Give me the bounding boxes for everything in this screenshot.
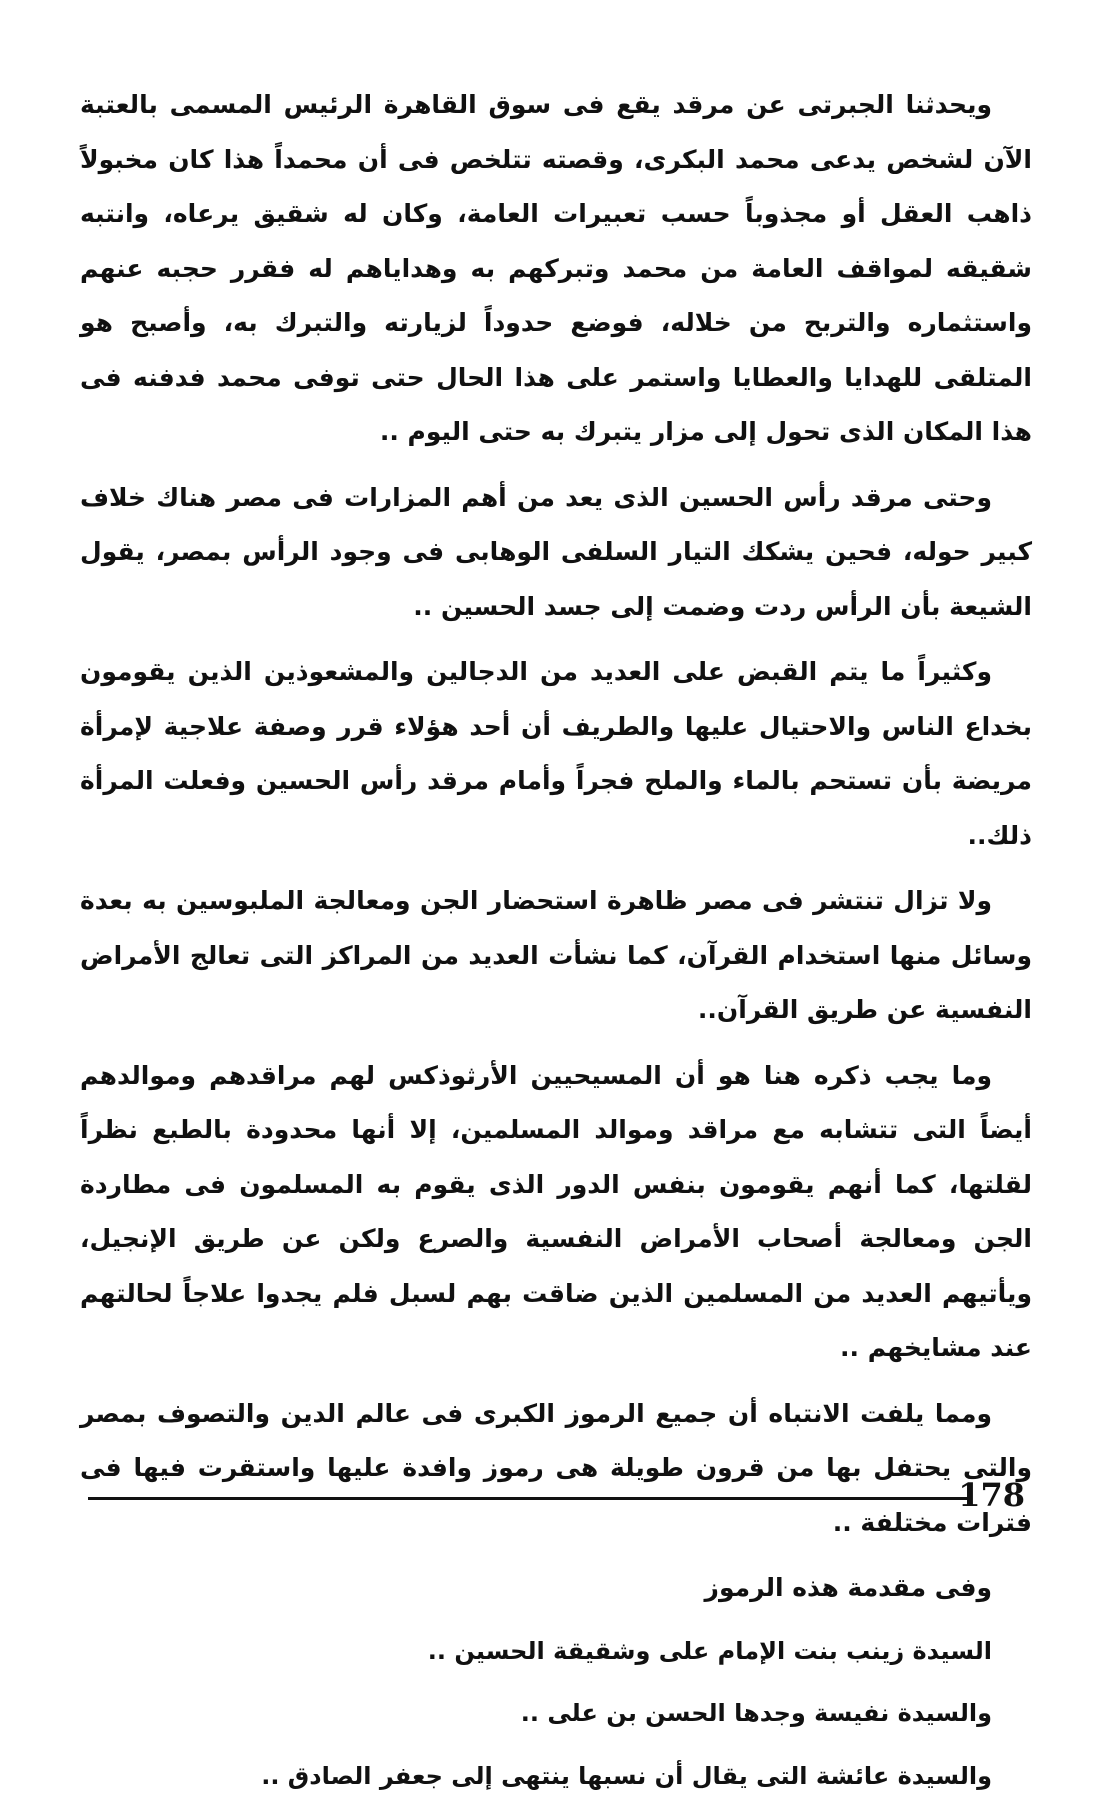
list-intro: وفى مقدمة هذه الرموز [704,1573,992,1602]
paragraph: وكثيراً ما يتم القبض على العديد من الدجالين والمشعوذين الذين يقومون بخداع الناس والاحتيال عليها والطريف أن أحد هؤلاء قرر وصفة علاجية لإمرأة مريضة بأن تستحم بالماء والملح فجراً وأمام مرقد رأس الحسين وفعلت المرأة ذلك.. [80,657,1032,850]
body-text [80,78,1032,1811]
paragraph: ولا تزال تنتشر فى مصر ظاهرة استحضار الجن ومعالجة الملبوسين به بعدة وسائل منها استخدام القرآن، كما نشأت العديد من المراكز التى تعالج الأمراض النفسية عن طريق القرآن.. [80,886,1032,1024]
list-item: السيدة زينب بنت الإمام على وشقيقة الحسين .. [427,1636,992,1665]
paragraph: وحتى مرقد رأس الحسين الذى يعد من أهم المزارات فى مصر هناك خلاف كبير حوله، فحين يشكك التيار السلفى الوهابى فى وجود الرأس بمصر، يقول الشيعة بأن الرأس ردت وضمت إلى جسد الحسين .. [80,482,1032,621]
footer-rule [88,1497,968,1500]
list-item: والسيدة نفيسة وجدها الحسن بن على .. [520,1699,992,1727]
paragraph: وما يجب ذكره هنا هو أن المسيحيين الأرثوذكس لهم مراقدهم وموالدهم أيضاً التى تتشابه مع مراقد وموالد المسلمين، إلا أنها محدودة بالطبع نظراً لقلتها، كما أنهم يقومون بنفس الدور الذى يقوم به المسلمون فى مطاردة الجن ومعالجة أصحاب الأمراض النفسية والصرع ولكن عن طريق الإنجيل، ويأتيهم العديد من المسلمين الذين ضاقت بهم لسبل فلم يجدوا علاجاً لحالتهم عند مشايخهم .. [80,1060,1032,1362]
page-footer [88,1472,1033,1522]
list-item: والسيدة عائشة التى يقال أن نسبها ينتهى إلى جعفر الصادق .. [261,1761,992,1790]
paragraph: ومما يلفت الانتباه أن جميع الرموز الكبرى فى عالم الدين والتصوف بمصر والتى يحتفل بها من قرون طويلة هى رموز وافدة عليها واستقرت فيها فى فترات مختلفة .. [80,1398,1032,1537]
symbols-list [80,1561,1032,1803]
page-number: 178 [958,1476,1025,1514]
paragraph: ويحدثنا الجبرتى عن مرقد يقع فى سوق القاهرة الرئيس المسمى بالعتبة الآن لشخص يدعى محمد البكرى، وقصته تتلخص فى أن محمداً هذا كان مخبولاً ذاهب العقل أو مجذوباً حسب تعبيرات العامة، وكان له شقيق يرعاه، وانتبه شقيقه لمواقف العامة من محمد وتبركهم به وهداياهم له فقرر حجبه عنهم واستثماره والتربح من خلاله، فوضع حدوداً لزيارته والتبرك به، وأصبح هو المتلقى للهدايا والعطايا واستمر على هذا الحال حتى توفى محمد فدفنه فى هذا المكان الذى تحول إلى مزار يتبرك به حتى اليوم .. [80,90,1032,446]
